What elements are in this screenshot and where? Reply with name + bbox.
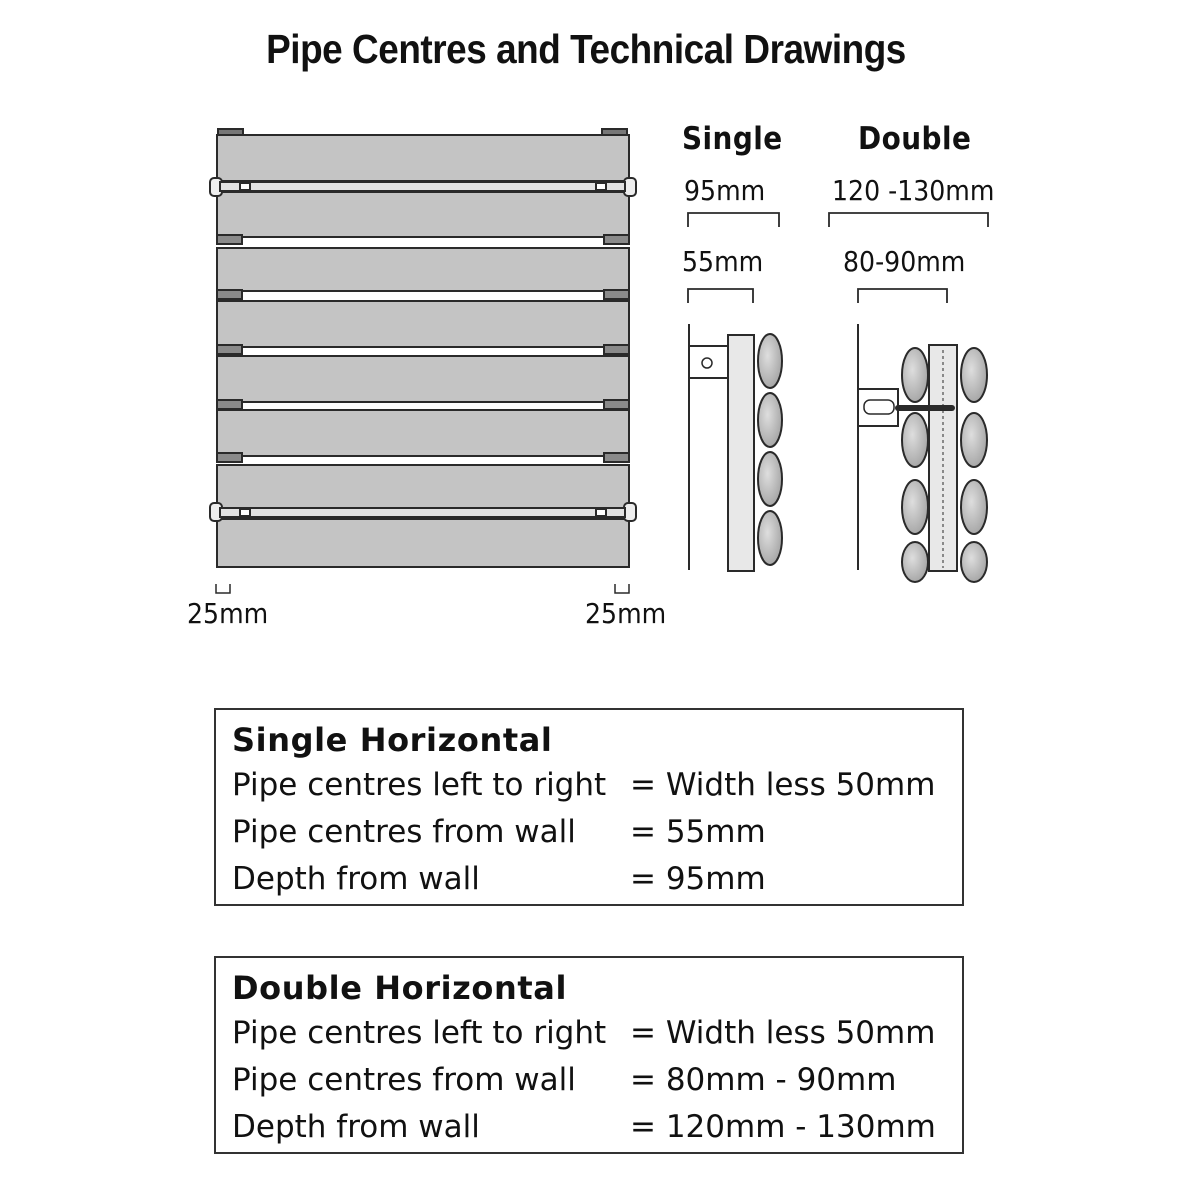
left-offset-label: 25mm: [187, 597, 269, 630]
spec-row: [232, 762, 962, 809]
spec-row: [232, 1057, 962, 1104]
spec-value: = 55mm: [630, 814, 766, 850]
page-title: Pipe Centres and Technical Drawings: [266, 26, 906, 72]
spec-label: Pipe centres from wall: [232, 814, 576, 850]
spec-value: = 120mm - 130mm: [630, 1109, 936, 1145]
spec-title: Double Horizontal: [232, 969, 568, 1007]
spec-row: [232, 1010, 962, 1057]
single-centre-label: 55mm: [682, 245, 764, 278]
double-horizontal-spec: [214, 956, 964, 1154]
double-centre-label: 80-90mm: [843, 245, 966, 278]
double-depth-label: 120 -130mm: [832, 174, 995, 207]
spec-row: [232, 1104, 962, 1151]
spec-value: = 95mm: [630, 861, 766, 897]
spec-title: Single Horizontal: [232, 721, 553, 759]
spec-value: = Width less 50mm: [630, 1015, 936, 1051]
right-offset-label: 25mm: [585, 597, 667, 630]
spec-label: Pipe centres from wall: [232, 1062, 576, 1098]
spec-row: [232, 856, 962, 903]
spec-label: Depth from wall: [232, 861, 480, 897]
spec-label: Pipe centres left to right: [232, 767, 607, 803]
single-depth-label: 95mm: [684, 174, 766, 207]
spec-label: Depth from wall: [232, 1109, 480, 1145]
spec-label: Pipe centres left to right: [232, 1015, 607, 1051]
radiator-front-view: [210, 129, 636, 593]
single-heading: Single: [682, 121, 783, 157]
spec-row: [232, 809, 962, 856]
double-heading: Double: [858, 121, 972, 157]
spec-value: = Width less 50mm: [630, 767, 936, 803]
spec-value: = 80mm - 90mm: [630, 1062, 897, 1098]
single-horizontal-spec: [214, 708, 964, 906]
